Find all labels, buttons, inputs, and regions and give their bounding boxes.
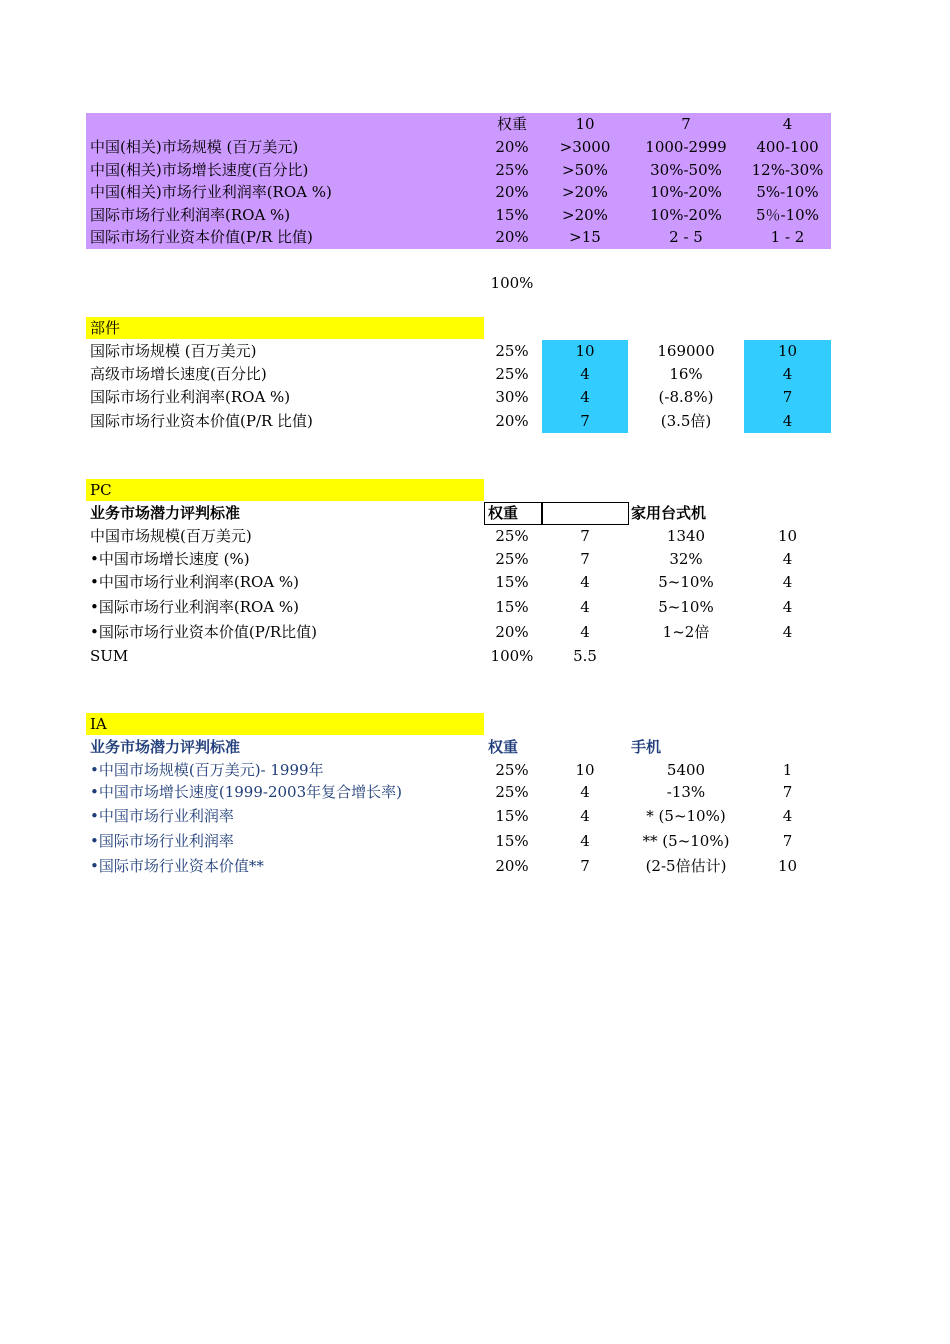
row-value: >50% <box>562 161 608 179</box>
row-label: •中国市场规模(百万美元)- 1999年 <box>90 761 324 779</box>
row-value: 4 <box>580 623 590 641</box>
row-label: •中国市场增长速度 (%) <box>90 550 250 568</box>
row-value: >3000 <box>559 138 611 156</box>
row-weight: 25% <box>495 783 529 801</box>
table-row <box>86 159 831 182</box>
table-row <box>86 340 831 363</box>
row-weight: 20% <box>495 183 529 201</box>
weight-header: 权重 <box>488 738 519 756</box>
section-title: PC <box>90 481 112 499</box>
row-value: 4 <box>580 783 590 801</box>
row-value: 4 <box>782 807 793 825</box>
criteria-header: 业务市场潜力评判标准 <box>90 738 241 756</box>
row-value: 10 <box>777 857 798 875</box>
row-value: 4 <box>782 550 793 568</box>
row-value: 5400 <box>666 761 706 779</box>
row-value: 30%-50% <box>650 161 722 179</box>
row-value: 4 <box>580 598 590 616</box>
row-value: 1~2倍 <box>662 623 710 641</box>
row-value: 4 <box>782 598 793 616</box>
row-label: 中国(相关)市场增长速度(百分比) <box>90 161 309 179</box>
table-row <box>86 805 831 828</box>
row-label: 国际市场行业资本价值(P/R 比值) <box>90 228 313 246</box>
row-value: >20% <box>562 206 608 224</box>
row-value: 7 <box>580 857 590 875</box>
table-row <box>86 571 831 594</box>
row-value: 2 - 5 <box>669 228 703 246</box>
row-weight: 25% <box>495 550 529 568</box>
row-weight: 25% <box>495 761 529 779</box>
row-value: 4 <box>782 623 793 641</box>
row-value: -13% <box>666 783 706 801</box>
table-row <box>86 204 831 227</box>
row-weight: 15% <box>495 573 529 591</box>
section-title-row <box>86 317 831 340</box>
row-value: 4 <box>580 807 590 825</box>
row-label: •国际市场行业资本价值(P/R比值) <box>90 623 317 641</box>
row-value: >15 <box>569 228 601 246</box>
row-label: 国际市场行业利润率(ROA %) <box>90 206 291 224</box>
row-value: * (5~10%) <box>646 807 726 825</box>
score-7-header: 7 <box>681 115 691 133</box>
row-label: 中国(相关)市场行业利润率(ROA %) <box>90 183 332 201</box>
score-4-header: 4 <box>782 115 793 133</box>
row-weight: 20% <box>495 138 529 156</box>
row-label: 中国(相关)市场规模 (百万美元) <box>90 138 299 156</box>
table-row <box>86 548 831 571</box>
row-value: 5~10% <box>658 573 714 591</box>
row-value: ** (5~10%) <box>642 832 730 850</box>
row-value: 5%-10% <box>756 183 819 201</box>
row-value: 7 <box>580 412 590 430</box>
section-title: IA <box>90 715 107 733</box>
weight-total: 100% <box>490 274 534 292</box>
row-value: 4 <box>580 832 590 850</box>
row-weight: 25% <box>495 342 529 360</box>
row-weight: 25% <box>495 527 529 545</box>
row-value: 7 <box>580 550 590 568</box>
row-weight: 20% <box>495 857 529 875</box>
table-row <box>86 386 831 409</box>
row-label: •中国市场增长速度(1999-2003年复合增长率) <box>90 783 402 801</box>
product-header: 家用台式机 <box>631 504 707 522</box>
row-value: 169000 <box>657 342 715 360</box>
empty-header-box <box>542 502 629 525</box>
row-value: 4 <box>580 573 590 591</box>
row-value: (3.5倍) <box>660 412 712 430</box>
row-value: 5％-10% <box>756 206 819 224</box>
product-header: 手机 <box>631 738 662 756</box>
row-weight: 15% <box>495 598 529 616</box>
row-value: (-8.8%) <box>658 388 714 406</box>
table-row <box>86 136 831 159</box>
row-value: 4 <box>782 365 793 383</box>
row-weight: 25% <box>495 161 529 179</box>
table-row <box>86 781 831 804</box>
table-row <box>86 759 831 782</box>
row-label: •中国市场行业利润率(ROA %) <box>90 573 299 591</box>
total-row <box>86 272 831 295</box>
row-value: 32% <box>669 550 703 568</box>
criteria-header-row <box>86 113 831 136</box>
row-value: 4 <box>782 573 793 591</box>
criteria-header-row <box>86 736 831 759</box>
row-label: 国际市场行业利润率(ROA %) <box>90 388 291 406</box>
row-value: 7 <box>580 527 590 545</box>
row-label: •国际市场行业资本价值** <box>90 857 264 875</box>
row-label: •国际市场行业利润率(ROA %) <box>90 598 299 616</box>
row-weight: 20% <box>495 623 529 641</box>
table-row <box>86 525 831 548</box>
row-label: 国际市场规模 (百万美元) <box>90 342 257 360</box>
row-value: >20% <box>562 183 608 201</box>
row-value: 1000-2999 <box>645 138 727 156</box>
weight-header: 权重 <box>488 504 519 522</box>
row-value: 1 - 2 <box>770 228 805 246</box>
table-row <box>86 363 831 386</box>
table-row <box>86 855 831 878</box>
row-weight: 30% <box>495 388 529 406</box>
row-value: 10 <box>777 527 798 545</box>
table-row <box>86 621 831 644</box>
row-label: •国际市场行业利润率 <box>90 832 234 850</box>
row-label: 高级市场增长速度(百分比) <box>90 365 267 383</box>
row-value: 7 <box>782 388 793 406</box>
row-label: •中国市场行业利润率 <box>90 807 234 825</box>
table-row <box>86 830 831 853</box>
section-title-row <box>86 479 831 502</box>
row-value: 1340 <box>666 527 706 545</box>
row-value: 12%-30% <box>751 161 824 179</box>
sum-row <box>86 645 831 668</box>
row-value: 16% <box>669 365 703 383</box>
row-value: 400-100 <box>756 138 819 156</box>
row-label: 国际市场行业资本价值(P/R 比值) <box>90 412 313 430</box>
row-label: SUM <box>90 647 129 665</box>
row-weight: 20% <box>495 412 529 430</box>
row-value: 10%-20% <box>650 183 722 201</box>
table-row <box>86 410 831 433</box>
row-label: 中国市场规模(百万美元) <box>90 527 252 545</box>
row-weight: 25% <box>495 365 529 383</box>
row-value: 10 <box>777 342 798 360</box>
section-title: 部件 <box>90 319 121 337</box>
row-value: 4 <box>580 388 590 406</box>
row-weight: 15% <box>495 206 529 224</box>
section-title-row <box>86 713 831 736</box>
row-value: 10 <box>575 761 595 779</box>
table-row <box>86 596 831 619</box>
criteria-header: 业务市场潜力评判标准 <box>90 504 241 522</box>
row-value: (2-5倍估计) <box>645 857 727 875</box>
row-weight: 20% <box>495 228 529 246</box>
score-10-header: 10 <box>575 115 595 133</box>
row-value: 10%-20% <box>650 206 722 224</box>
row-weight: 15% <box>495 807 529 825</box>
row-value: 10 <box>575 342 595 360</box>
row-value: 7 <box>782 832 793 850</box>
criteria-header-row <box>86 502 831 525</box>
row-value: 1 <box>782 761 793 779</box>
table-row <box>86 226 831 249</box>
row-value: 5.5 <box>573 647 597 665</box>
row-weight: 100% <box>490 647 534 665</box>
row-value: 4 <box>782 412 793 430</box>
row-weight: 15% <box>495 832 529 850</box>
row-value: 5~10% <box>658 598 714 616</box>
row-value: 7 <box>782 783 793 801</box>
row-value: 4 <box>580 365 590 383</box>
table-row <box>86 181 831 204</box>
weight-header: 权重 <box>496 115 527 133</box>
